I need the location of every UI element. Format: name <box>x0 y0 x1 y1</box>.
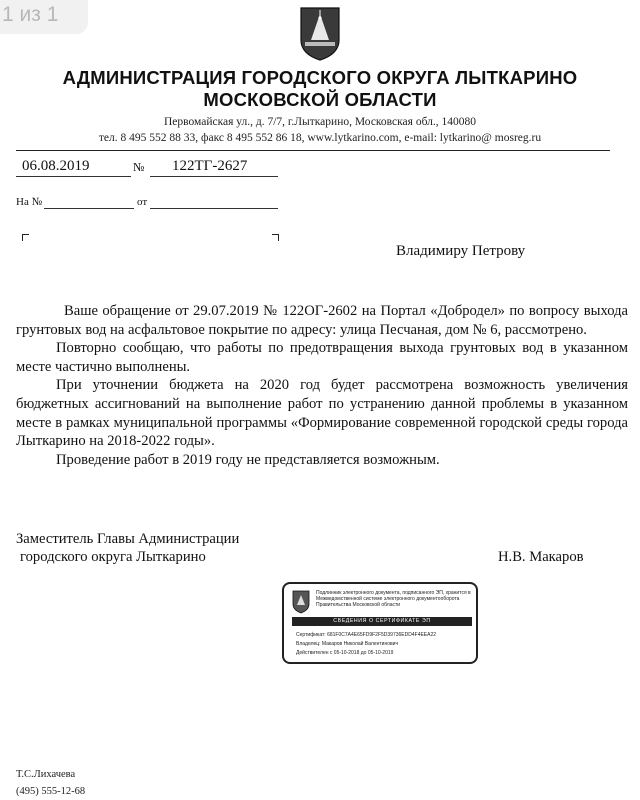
e-signature-title: СВЕДЕНИЯ О СЕРТИФИКАТЕ ЭП <box>292 617 472 626</box>
body-paragraph-4: Проведение работ в 2019 году не представляется возможным. <box>56 451 440 468</box>
region-emblem-icon <box>292 590 310 614</box>
signer-name: Н.В. Макаров <box>498 549 584 565</box>
e-signature-validity: Действителен с 05-10-2018 до 05-10-2019 <box>296 650 394 656</box>
letter-body <box>16 302 628 469</box>
org-contacts: тел. 8 495 552 88 33, факс 8 495 552 86 18, www.lytkarino.com, e-mail: lytkarino@ mosreg.ru <box>98 132 542 144</box>
org-address: Первомайская ул., д. 7/7, г.Лыткарино, Московская обл., 140080 <box>163 116 477 128</box>
addressee: Владимиру Петрову <box>396 243 526 259</box>
e-signature-owner: Владелец: Макаров Николай Валентинович <box>296 641 399 647</box>
executor-name: Т.С.Лихачева <box>16 769 76 780</box>
incoming-date-underline <box>150 208 278 209</box>
signer-title: Заместитель Главы Администрации <box>16 531 240 547</box>
org-region: МОСКОВСКОЙ ОБЛАСТИ <box>203 89 437 110</box>
body-paragraph-3: При уточнении бюджета на 2020 год будет рассмотрена возможность увеличения бюджетных ассигнований на выполнение работ по устранению данной проблемы в указанном месте в рамках муниципальной программы «Формирование современной городской среды города Лыткарино на 2018-2022 годы». <box>16 377 628 450</box>
e-signature-header: Подлинник электронного документа, подписанного ЭП, хранится в Межведомственной системе электронного документооборота Правительства Московской области <box>316 590 471 609</box>
city-emblem-icon <box>298 4 342 62</box>
reg-number-label: № <box>133 160 145 174</box>
body-paragraph-2: Повторно сообщаю, что работы по предотвращения выхода грунтовых вод в указанном месте частично выполнены. <box>16 340 628 375</box>
reg-date-underline <box>16 176 131 177</box>
reg-number-underline <box>150 176 278 177</box>
e-signature-stamp <box>282 582 478 664</box>
e-signature-certificate: Сертификат: 681F0C7A4E65FD9F2F5D39736EDD4F4EEA22 <box>296 632 437 638</box>
signer-org: городского округа Лыткарино <box>20 549 206 565</box>
reg-date: 06.08.2019 <box>22 158 90 174</box>
header-rule <box>16 150 610 151</box>
reg-number: 122ТГ-2627 <box>172 158 248 174</box>
incoming-number-underline <box>44 208 134 209</box>
incoming-number-label: На № <box>16 196 43 208</box>
address-field-corner-left <box>22 234 29 241</box>
address-field-corner-right <box>272 234 279 241</box>
body-paragraph-1: Ваше обращение от 29.07.2019 № 122ОГ-2602 на Портал «Добродел» по вопросу выхода грунтовых вод на асфальтовое покрытие по адресу: улица Песчаная, дом № 6, рассмотрено. <box>16 303 628 338</box>
incoming-date-label: от <box>137 196 148 208</box>
executor-phone: (495) 555-12-68 <box>16 786 86 797</box>
page-counter: 1 из 1 <box>0 0 88 34</box>
org-title: АДМИНИСТРАЦИЯ ГОРОДСКОГО ОКРУГА ЛЫТКАРИНО <box>62 67 578 88</box>
